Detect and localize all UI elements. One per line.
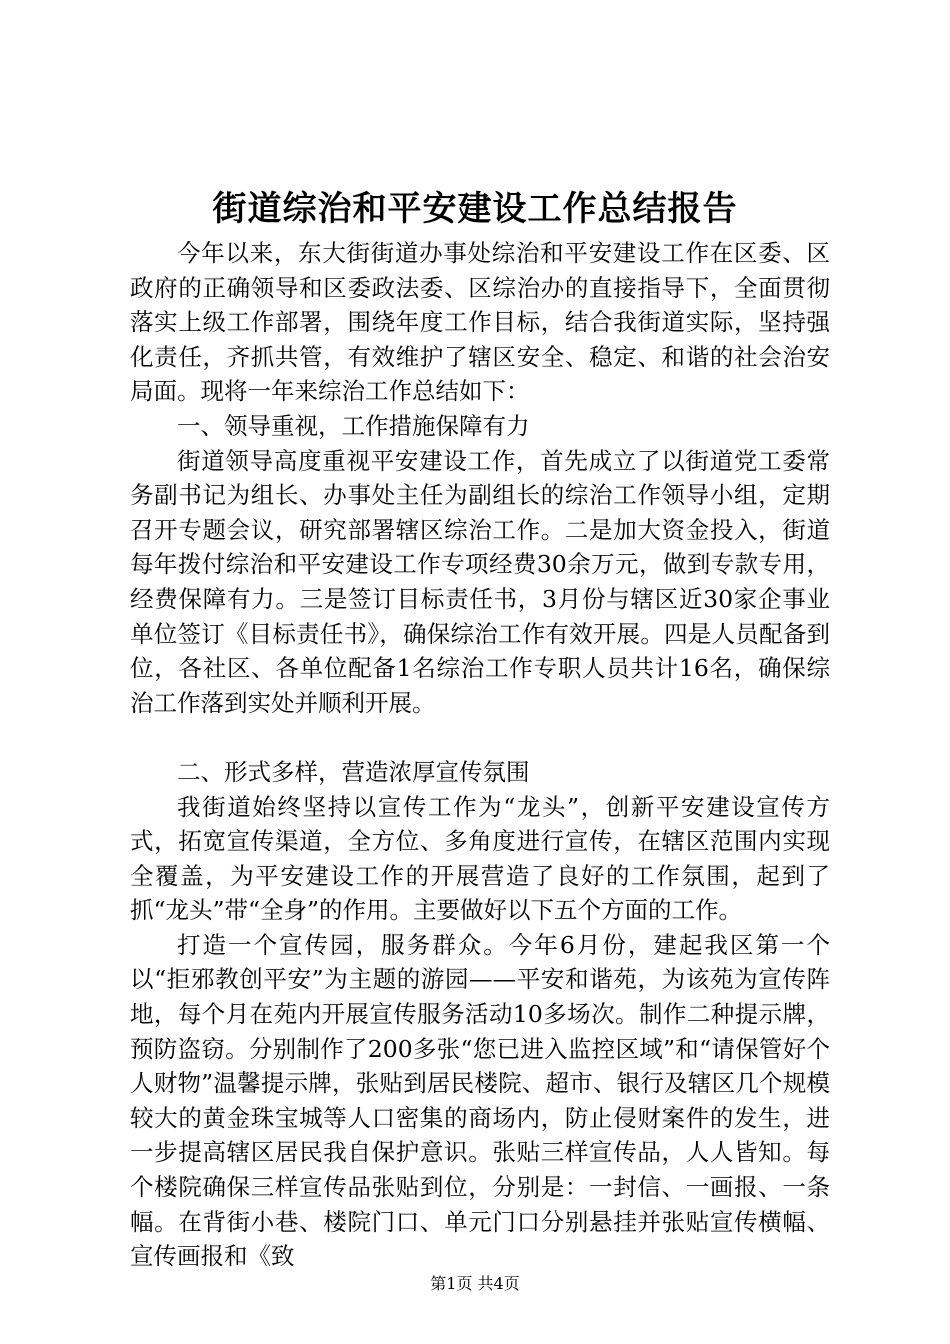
document-body — [130, 236, 830, 1274]
section-2-detail-paragraph: 打造一个宣传园，服务群众。今年6月份，建起我区第一个以“拒邪教创平安”为主题的游园——平安和谐苑，为该苑为宣传阵地，每个月在苑内开展宣传服务活动10多场次。制作二种提示牌，预防盗窃。分别制作了200多张“您已进入监控区域”和“请保管好个人财物”温馨提示牌，张贴到居民楼院、超市、银行及辖区几个规模较大的黄金珠宝城等人口密集的商场内，防止侵财案件的发生，进一步提高辖区居民我自保护意识。张贴三样宣传品，人人皆知。每个楼院确保三样宣传品张贴到位，分别是：一封信、一画报、一条幅。在背街小巷、楼院门口、单元门口分别悬挂并张贴宣传横幅、宣传画报和《致 — [130, 930, 830, 1271]
intro-paragraph: 今年以来，东大街街道办事处综治和平安建设工作在区委、区政府的正确领导和区委政法委、区综治办的直接指导下，全面贯彻落实上级工作部署，围绕年度工作目标，结合我街道实际，坚持强化责任，齐抓共管，有效维护了辖区安全、稳定、和谐的社会治安局面。现将一年来综治工作总结如下： — [130, 239, 830, 406]
section-2-paragraph: 我街道始终坚持以宣传工作为“龙头”，创新平安建设宣传方式，拓宽宣传渠道，全方位、多角度进行宣传，在辖区范围内实现全覆盖，为平安建设工作的开展营造了良好的工作氛围，起到了抓“龙头”带“全身”的作用。主要做好以下五个方面的工作。 — [130, 792, 830, 925]
section-heading-1: 一、领导重视，工作措施保障有力 — [177, 411, 530, 440]
document-title: 街道综治和平安建设工作总结报告 — [212, 189, 738, 229]
page-footer: 第1页 共4页 — [430, 1274, 520, 1293]
section-1-paragraph: 街道领导高度重视平安建设工作，首先成立了以街道党工委常务副书记为组长、办事处主任为副组长的综治工作领导小组，定期召开专题会议，研究部署辖区综治工作。二是加大资金投入，街道每年拨付综治和平安建设工作专项经费30余万元，做到专款专用，经费保障有力。三是签订目标责任书，3月份与辖区近30家企事业单位签订《目标责任书》，确保综治工作有效开展。四是人员配备到位，各社区、各单位配备1名综治工作专职人员共计16名，确保综治工作落到实处并顺利开展。 — [130, 446, 830, 717]
section-heading-2: 二、形式多样，营造浓厚宣传氛围 — [177, 757, 530, 786]
